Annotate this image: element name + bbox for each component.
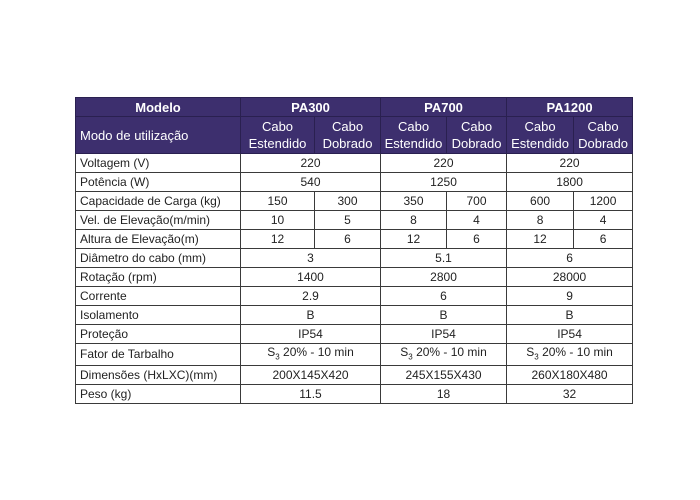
cell-value: 220 xyxy=(507,154,633,173)
cell-value: 260X180X480 xyxy=(507,366,633,385)
cell-value: 2800 xyxy=(381,268,507,287)
cell-value: IP54 xyxy=(381,325,507,344)
row-label: Proteção xyxy=(76,325,241,344)
row-label: Corrente xyxy=(76,287,241,306)
mode-label xyxy=(76,117,241,154)
mode-a-line1: Cabo xyxy=(524,119,556,134)
cell-value: 32 xyxy=(507,385,633,404)
cell-value: 150 xyxy=(241,192,315,211)
pa1200-mode-a xyxy=(507,117,574,154)
cell-value: B xyxy=(241,306,381,325)
spec-table xyxy=(75,97,633,404)
table-row xyxy=(76,306,633,325)
cell-value: 350 xyxy=(381,192,447,211)
table-row xyxy=(76,192,633,211)
cell-value: 12 xyxy=(381,230,447,249)
table-row xyxy=(76,385,633,404)
mode-b-line1: Cabo xyxy=(587,119,619,134)
pa700-mode-b xyxy=(447,117,507,154)
mode-row xyxy=(76,117,633,154)
cell-value: 245X155X430 xyxy=(381,366,507,385)
cell-value: 5 xyxy=(315,211,381,230)
cell-value: 12 xyxy=(241,230,315,249)
cell-value: 6 xyxy=(507,249,633,268)
mode-b-line2: Dobrado xyxy=(322,136,373,151)
cell-value: B xyxy=(381,306,507,325)
table-row xyxy=(76,287,633,306)
cell-value: 2.9 xyxy=(241,287,381,306)
cell-value: IP54 xyxy=(241,325,381,344)
duty-sub: 3 xyxy=(534,352,539,362)
cell-value: 6 xyxy=(381,287,507,306)
duty-rest: 20% - 10 min xyxy=(412,345,487,359)
pa300-mode-b xyxy=(315,117,381,154)
model-pa700-header: PA700 xyxy=(381,98,507,117)
cell-value: 220 xyxy=(241,154,381,173)
cell-value: 6 xyxy=(574,230,633,249)
cell-value: 5.1 xyxy=(381,249,507,268)
cell-value: 8 xyxy=(507,211,574,230)
cell-value: 1800 xyxy=(507,173,633,192)
mode-b-line1: Cabo xyxy=(460,119,493,134)
table-row xyxy=(76,249,633,268)
cell-value: 3 xyxy=(241,249,381,268)
cell-value: 9 xyxy=(507,287,633,306)
row-label: Fator de Tarbalho xyxy=(76,344,241,366)
row-label: Dimensões (HxLXC)(mm) xyxy=(76,366,241,385)
mode-a-line2: Estendido xyxy=(248,136,307,151)
cell-value: 1400 xyxy=(241,268,381,287)
table-row xyxy=(76,230,633,249)
row-label: Diâmetro do cabo (mm) xyxy=(76,249,241,268)
cell-value: 1250 xyxy=(381,173,507,192)
cell-value: 300 xyxy=(315,192,381,211)
mode-a-line1: Cabo xyxy=(397,119,430,134)
mode-label-text: Modo de utilização xyxy=(80,127,189,143)
cell-value: B xyxy=(507,306,633,325)
mode-b-line2: Dobrado xyxy=(451,136,502,151)
table-row xyxy=(76,173,633,192)
row-label: Rotação (rpm) xyxy=(76,268,241,287)
cell-value: 10 xyxy=(241,211,315,230)
cell-value: IP54 xyxy=(507,325,633,344)
row-label: Voltagem (V) xyxy=(76,154,241,173)
cell-value: 6 xyxy=(447,230,507,249)
pa1200-mode-b xyxy=(574,117,633,154)
row-label: Altura de Elevação(m) xyxy=(76,230,241,249)
row-label: Potência (W) xyxy=(76,173,241,192)
pa700-mode-a xyxy=(381,117,447,154)
cell-value: 4 xyxy=(447,211,507,230)
duty-sub: 3 xyxy=(408,352,413,362)
cell-value: 540 xyxy=(241,173,381,192)
duty-sub: 3 xyxy=(275,352,280,362)
cell-value: 700 xyxy=(447,192,507,211)
table-row xyxy=(76,268,633,287)
duty-s: S xyxy=(526,345,535,359)
table-row xyxy=(76,344,633,366)
cell-value: 600 xyxy=(507,192,574,211)
mode-a-line1: Cabo xyxy=(261,119,294,134)
cell-value: 11.5 xyxy=(241,385,381,404)
row-label: Isolamento xyxy=(76,306,241,325)
cell-value: 28000 xyxy=(507,268,633,287)
model-pa300-header: PA300 xyxy=(241,98,381,117)
duty-rest: 20% - 10 min xyxy=(538,345,613,359)
table-row xyxy=(76,366,633,385)
row-label: Vel. de Elevação(m/min) xyxy=(76,211,241,230)
cell-value: 1200 xyxy=(574,192,633,211)
row-label: Capacidade de Carga (kg) xyxy=(76,192,241,211)
table-row xyxy=(76,154,633,173)
duty-s: S xyxy=(400,345,409,359)
cell-value: 12 xyxy=(507,230,574,249)
mode-b-line2: Dobrado xyxy=(578,136,628,151)
cell-value: 18 xyxy=(381,385,507,404)
mode-a-line2: Estendido xyxy=(384,136,443,151)
cell-value: 220 xyxy=(381,154,507,173)
model-header: Modelo xyxy=(76,98,241,117)
header-row xyxy=(76,98,633,117)
cell-value: 200X145X420 xyxy=(241,366,381,385)
cell-value: 8 xyxy=(381,211,447,230)
duty-rest: 20% - 10 min xyxy=(279,345,354,359)
row-label: Peso (kg) xyxy=(76,385,241,404)
cell-value xyxy=(381,344,507,366)
model-pa1200-header: PA1200 xyxy=(507,98,633,117)
mode-a-line2: Estendido xyxy=(511,136,569,151)
cell-value: 6 xyxy=(315,230,381,249)
cell-value xyxy=(241,344,381,366)
cell-value: 4 xyxy=(574,211,633,230)
table-row xyxy=(76,211,633,230)
cell-value xyxy=(507,344,633,366)
duty-s: S xyxy=(267,345,276,359)
table-row xyxy=(76,325,633,344)
pa300-mode-a xyxy=(241,117,315,154)
mode-b-line1: Cabo xyxy=(331,119,364,134)
